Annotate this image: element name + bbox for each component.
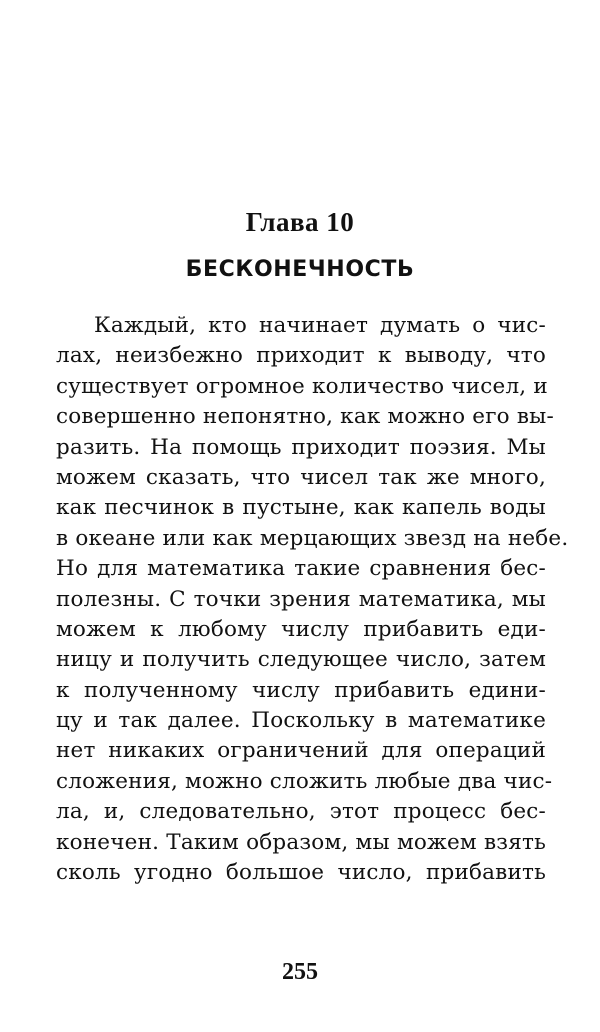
text-line: как песчинок в пустыне, как капель воды — [56, 495, 546, 521]
text-line: сколь угодно большое число, прибавить — [56, 860, 546, 886]
body-paragraph — [56, 311, 569, 888]
page-number: 255 — [282, 959, 318, 985]
text-line: в океане или как мерцающих звезд на небе. — [56, 525, 569, 551]
text-line: ницу и получить следующее число, затем — [56, 647, 546, 673]
text-line: совершенно непонятно, как можно его вы- — [56, 404, 554, 430]
text-line: разить. На помощь приходит поэзия. Мы — [56, 434, 546, 460]
chapter-number: Глава 10 — [245, 207, 355, 237]
text-line: можем к любому числу прибавить еди- — [56, 616, 546, 642]
text-line: Каждый, кто начинает думать о чис- — [94, 313, 546, 338]
text-line: существует огромное количество чисел, и — [56, 373, 548, 399]
text-line: ла, и, следовательно, этот процесс бес- — [56, 799, 546, 825]
text-line: к полученному числу прибавить едини- — [56, 677, 546, 703]
text-line: конечен. Таким образом, мы можем взять — [56, 829, 546, 855]
text-line: можем сказать, что чисел так же много, — [56, 464, 546, 490]
text-line: сложения, можно сложить любые два чис- — [56, 768, 553, 794]
chapter-title: БЕСКОНЕЧНОСТЬ — [185, 257, 415, 282]
text-line: Но для математика такие сравнения бес- — [56, 556, 546, 582]
text-line: лах, неизбежно приходит к выводу, что — [56, 343, 546, 369]
text-line: цу и так далее. Поскольку в математике — [56, 708, 546, 734]
text-line: полезны. С точки зрения математика, мы — [56, 586, 546, 612]
text-line: нет никаких ограничений для операций — [56, 738, 546, 764]
